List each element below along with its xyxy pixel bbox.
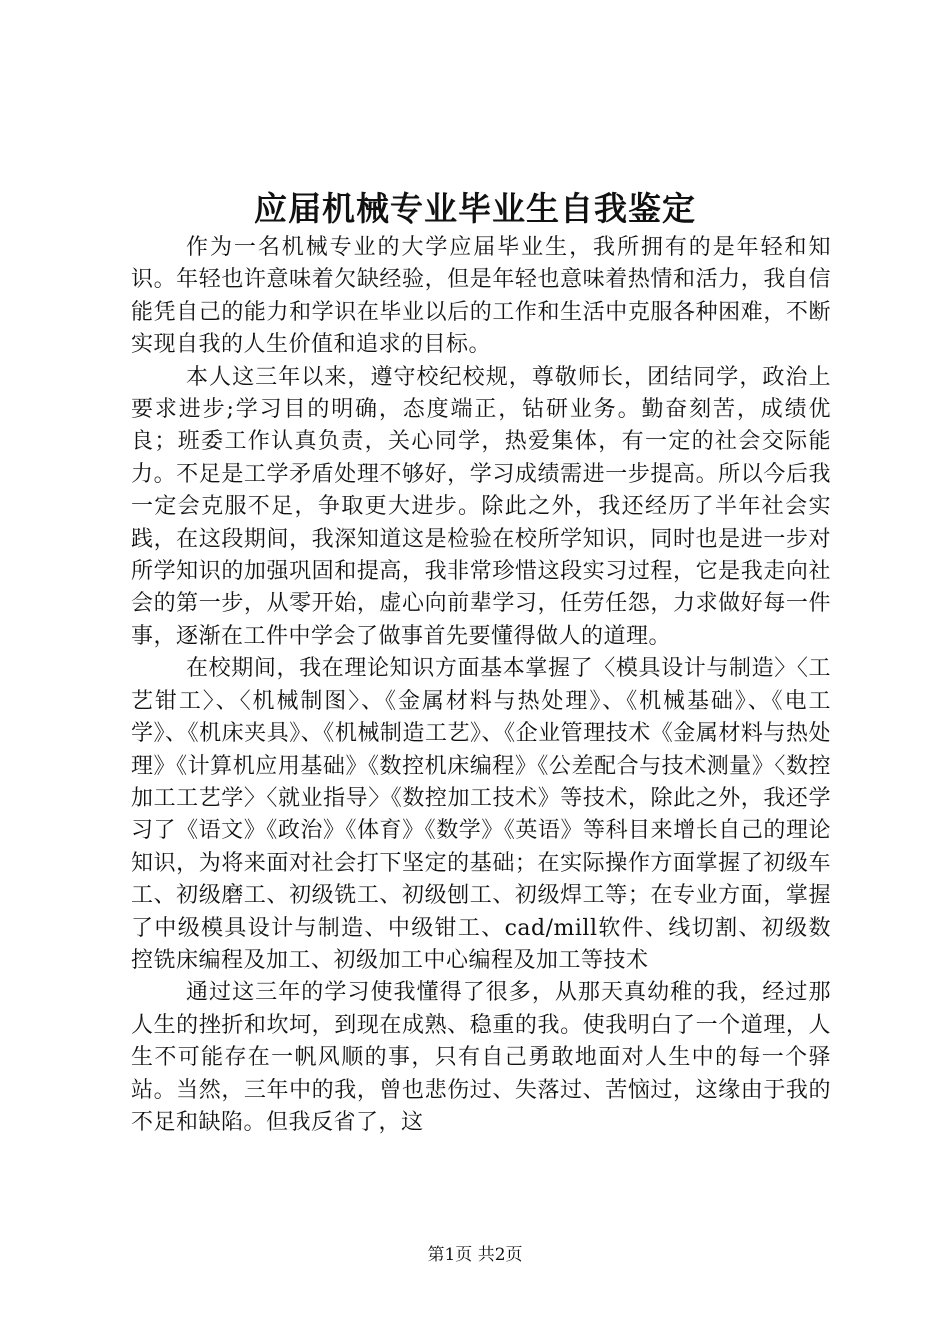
paragraph-conduct: 本人这三年以来，遵守校纪校规，尊敬师长，团结同学，政治上要求进步;学习目的明确，态度端正，钻研业务。勤奋刻苦，成绩优良；班委工作认真负责，关心同学，热爱集体，有一定的社会交际能力。不足是工学矛盾处理不够好，学习成绩需进一步提高。所以今后我一定会克服不足，争取更大进步。除此之外，我还经历了半年社会实践，在这段期间，我深知道这是检验在校所学知识，同时也是进一步对所学知识的加强巩固和提高，我非常珍惜这段实习过程，它是我走向社会的第一步，从零开始，虚心向前辈学习，任劳任怨，力求做好每一件事，逐渐在工件中学会了做事首先要懂得做人的道理。 [131, 364, 831, 649]
document-body [131, 232, 831, 1139]
paragraph-intro: 作为一名机械专业的大学应届毕业生，我所拥有的是年轻和知识。年轻也许意味着欠缺经验，但是年轻也意味着热情和活力，我自信能凭自己的能力和学识在毕业以后的工作和生活中克服各种困难，不断实现自我的人生价值和追求的目标。 [131, 235, 831, 358]
paragraph-reflection: 通过这三年的学习使我懂得了很多，从那天真幼稚的我，经过那人生的挫折和坎坷，到现在成熟、稳重的我。使我明白了一个道理，人生不可能存在一帆风顺的事，只有自己勇敢地面对人生中的每一个驿站。当然，三年中的我，曾也悲伤过、失落过、苦恼过，这缘由于我的不足和缺陷。但我反省了，这 [131, 980, 831, 1135]
document-title: 应届机械专业毕业生自我鉴定 [254, 189, 696, 228]
paragraph-courses: 在校期间，我在理论知识方面基本掌握了〈模具设计与制造〉〈工艺钳工〉、〈机械制图〉、《金属材料与热处理》、《机械基础》、《电工学》、《机床夹具》、《机械制造工艺》、《企业管理技术《金属材料与热处理》《计算机应用基础》《数控机床编程》《公差配合与技术测量》〈数控加工工艺学〉〈就业指导〉《数控加工技术》等技术，除此之外，我还学习了《语文》《政治》《体育》《数学》《英语》等科目来增长自己的理论知识，为将来面对社会打下坚定的基础；在实际操作方面掌握了初级车工、初级磨工、初级铣工、初级刨工、初级焊工等；在专业方面，掌握了中级模具设计与制造、中级钳工、cad/mill软件、线切割、初级数控铣床编程及加工、初级加工中心编程及加工等技术 [131, 656, 831, 973]
page-number-footer: 第1页 共2页 [427, 1245, 523, 1265]
